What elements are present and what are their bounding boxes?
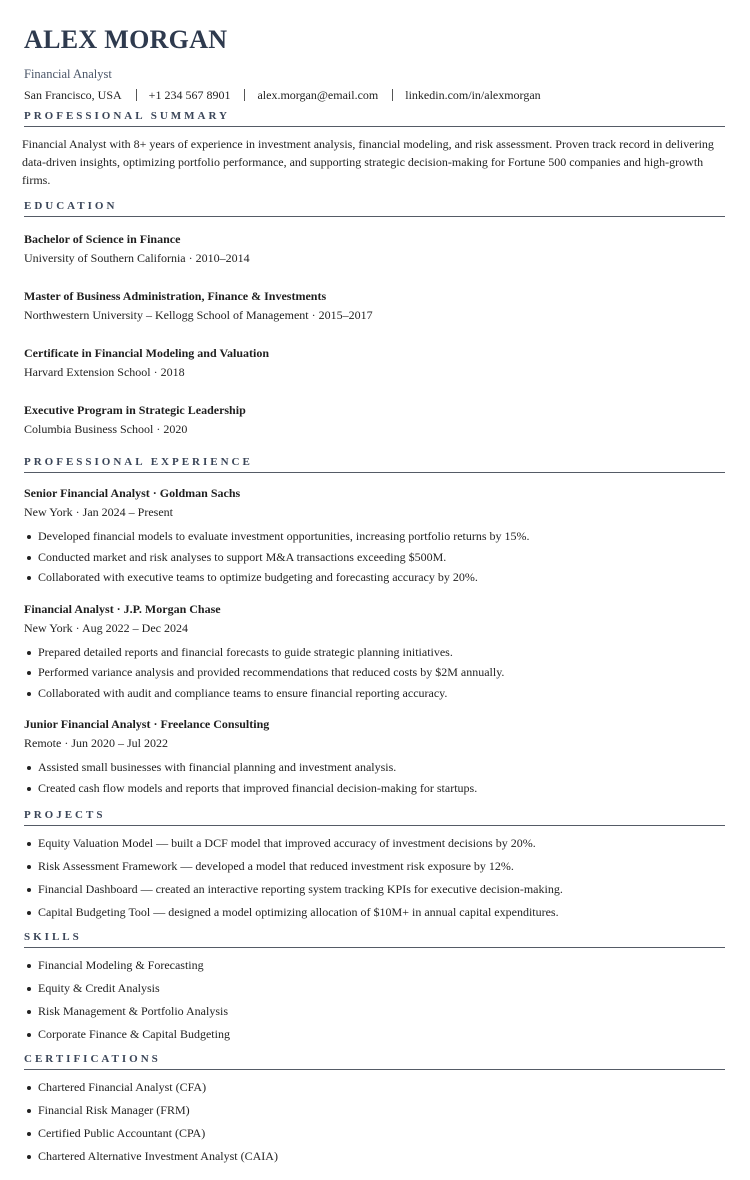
list-item: Certified Public Accountant (CPA) — [24, 1122, 725, 1145]
job-position: Junior Financial Analyst · Freelance Consulting — [24, 717, 270, 731]
job-meta: New York · Aug 2022 – Dec 2024 — [24, 620, 188, 635]
list-item: Risk Assessment Framework — developed a model that reduced investment risk exposure by 12%. — [24, 855, 725, 878]
job-entry — [24, 716, 725, 798]
education-item — [24, 288, 725, 323]
section-heading-education: EDUCATION — [24, 199, 725, 217]
degree: Certificate in Financial Modeling and Valuation — [24, 346, 270, 360]
education-item — [24, 231, 725, 266]
job-meta: New York · Jan 2024 – Present — [24, 505, 173, 519]
list-item: Capital Budgeting Tool — designed a model optimizing allocation of $10M+ in annual capital expenditures. — [24, 901, 725, 924]
location: San Francisco, USA — [24, 88, 122, 102]
list-item: Performed variance analysis and provided recommendations that reduced costs by $2M annually. — [24, 662, 725, 683]
job-position: Financial Analyst · J.P. Morgan Chase — [24, 601, 221, 616]
education-item — [24, 345, 725, 380]
linkedin-link[interactable]: linkedin.com/in/alexmorgan — [405, 88, 541, 102]
list-item: Chartered Alternative Investment Analyst (CAIA) — [24, 1145, 725, 1168]
list-item: Prepared detailed reports and financial forecasts to guide strategic planning initiatives. — [24, 642, 725, 663]
degree: Master of Business Administration, Finance & Investments — [24, 289, 327, 303]
degree: Executive Program in Strategic Leadership — [24, 403, 246, 417]
list-item: Risk Management & Portfolio Analysis — [24, 1000, 725, 1023]
section-heading-projects: PROJECTS — [24, 808, 725, 826]
job-bullets — [24, 526, 725, 588]
job-bullets — [24, 642, 725, 704]
list-item: Created cash flow models and reports that improved financial decision-making for startups. — [24, 778, 725, 799]
education-item — [24, 402, 725, 437]
list-item: Financial Risk Manager (FRM) — [24, 1099, 725, 1122]
resume — [24, 24, 725, 1168]
list-item: Equity & Credit Analysis — [24, 977, 725, 1000]
list-item: Developed financial models to evaluate investment opportunities, increasing portfolio returns by 15%. — [24, 526, 725, 547]
divider — [136, 89, 137, 101]
section-heading-summary: PROFESSIONAL SUMMARY — [24, 109, 725, 127]
certifications-list — [24, 1076, 725, 1168]
list-item: Corporate Finance & Capital Budgeting — [24, 1023, 725, 1046]
projects-list — [24, 832, 725, 924]
school: Harvard Extension School · 2018 — [24, 365, 185, 379]
divider — [392, 89, 393, 101]
list-item: Financial Modeling & Forecasting — [24, 954, 725, 977]
school: Northwestern University – Kellogg School of Management · 2015–2017 — [24, 308, 373, 322]
skills-list — [24, 954, 725, 1046]
job-entry — [24, 601, 725, 704]
job-title: Financial Analyst — [24, 67, 112, 81]
school: University of Southern California · 2010–2014 — [24, 251, 250, 265]
section-heading-skills: SKILLS — [24, 930, 725, 948]
phone: +1 234 567 8901 — [148, 88, 231, 102]
summary-text: Financial Analyst with 8+ years of experience in investment analysis, financial modeling, and risk assessment. Proven track record in delivering data-driven insights, optimizing portfolio performance, and supporting strategic decision-making for Fortune 500 companies and high-growth firms. — [22, 137, 714, 187]
job-meta: Remote · Jun 2020 – Jul 2022 — [24, 736, 168, 750]
job-entry — [24, 485, 725, 588]
degree: Bachelor of Science in Finance — [24, 232, 181, 246]
contact-info — [24, 87, 725, 103]
school: Columbia Business School · 2020 — [24, 422, 188, 436]
list-item: Collaborated with audit and compliance teams to ensure financial reporting accuracy. — [24, 683, 725, 704]
list-item: Conducted market and risk analyses to support M&A transactions exceeding $500M. — [24, 547, 725, 568]
divider — [244, 89, 245, 101]
list-item: Equity Valuation Model — built a DCF model that improved accuracy of investment decisions by 20%. — [24, 832, 725, 855]
candidate-name: ALEX MORGAN — [24, 25, 228, 54]
job-bullets — [24, 757, 725, 798]
job-position: Senior Financial Analyst · Goldman Sachs — [24, 486, 241, 500]
section-heading-certifications: CERTIFICATIONS — [24, 1052, 725, 1070]
list-item: Assisted small businesses with financial planning and investment analysis. — [24, 757, 725, 778]
list-item: Collaborated with executive teams to optimize budgeting and forecasting accuracy by 20%. — [24, 567, 725, 588]
list-item: Financial Dashboard — created an interactive reporting system tracking KPIs for executive decision-making. — [24, 878, 725, 901]
email-link[interactable]: alex.morgan@email.com — [257, 88, 379, 102]
section-heading-experience: PROFESSIONAL EXPERIENCE — [24, 455, 725, 473]
list-item: Chartered Financial Analyst (CFA) — [24, 1076, 725, 1099]
